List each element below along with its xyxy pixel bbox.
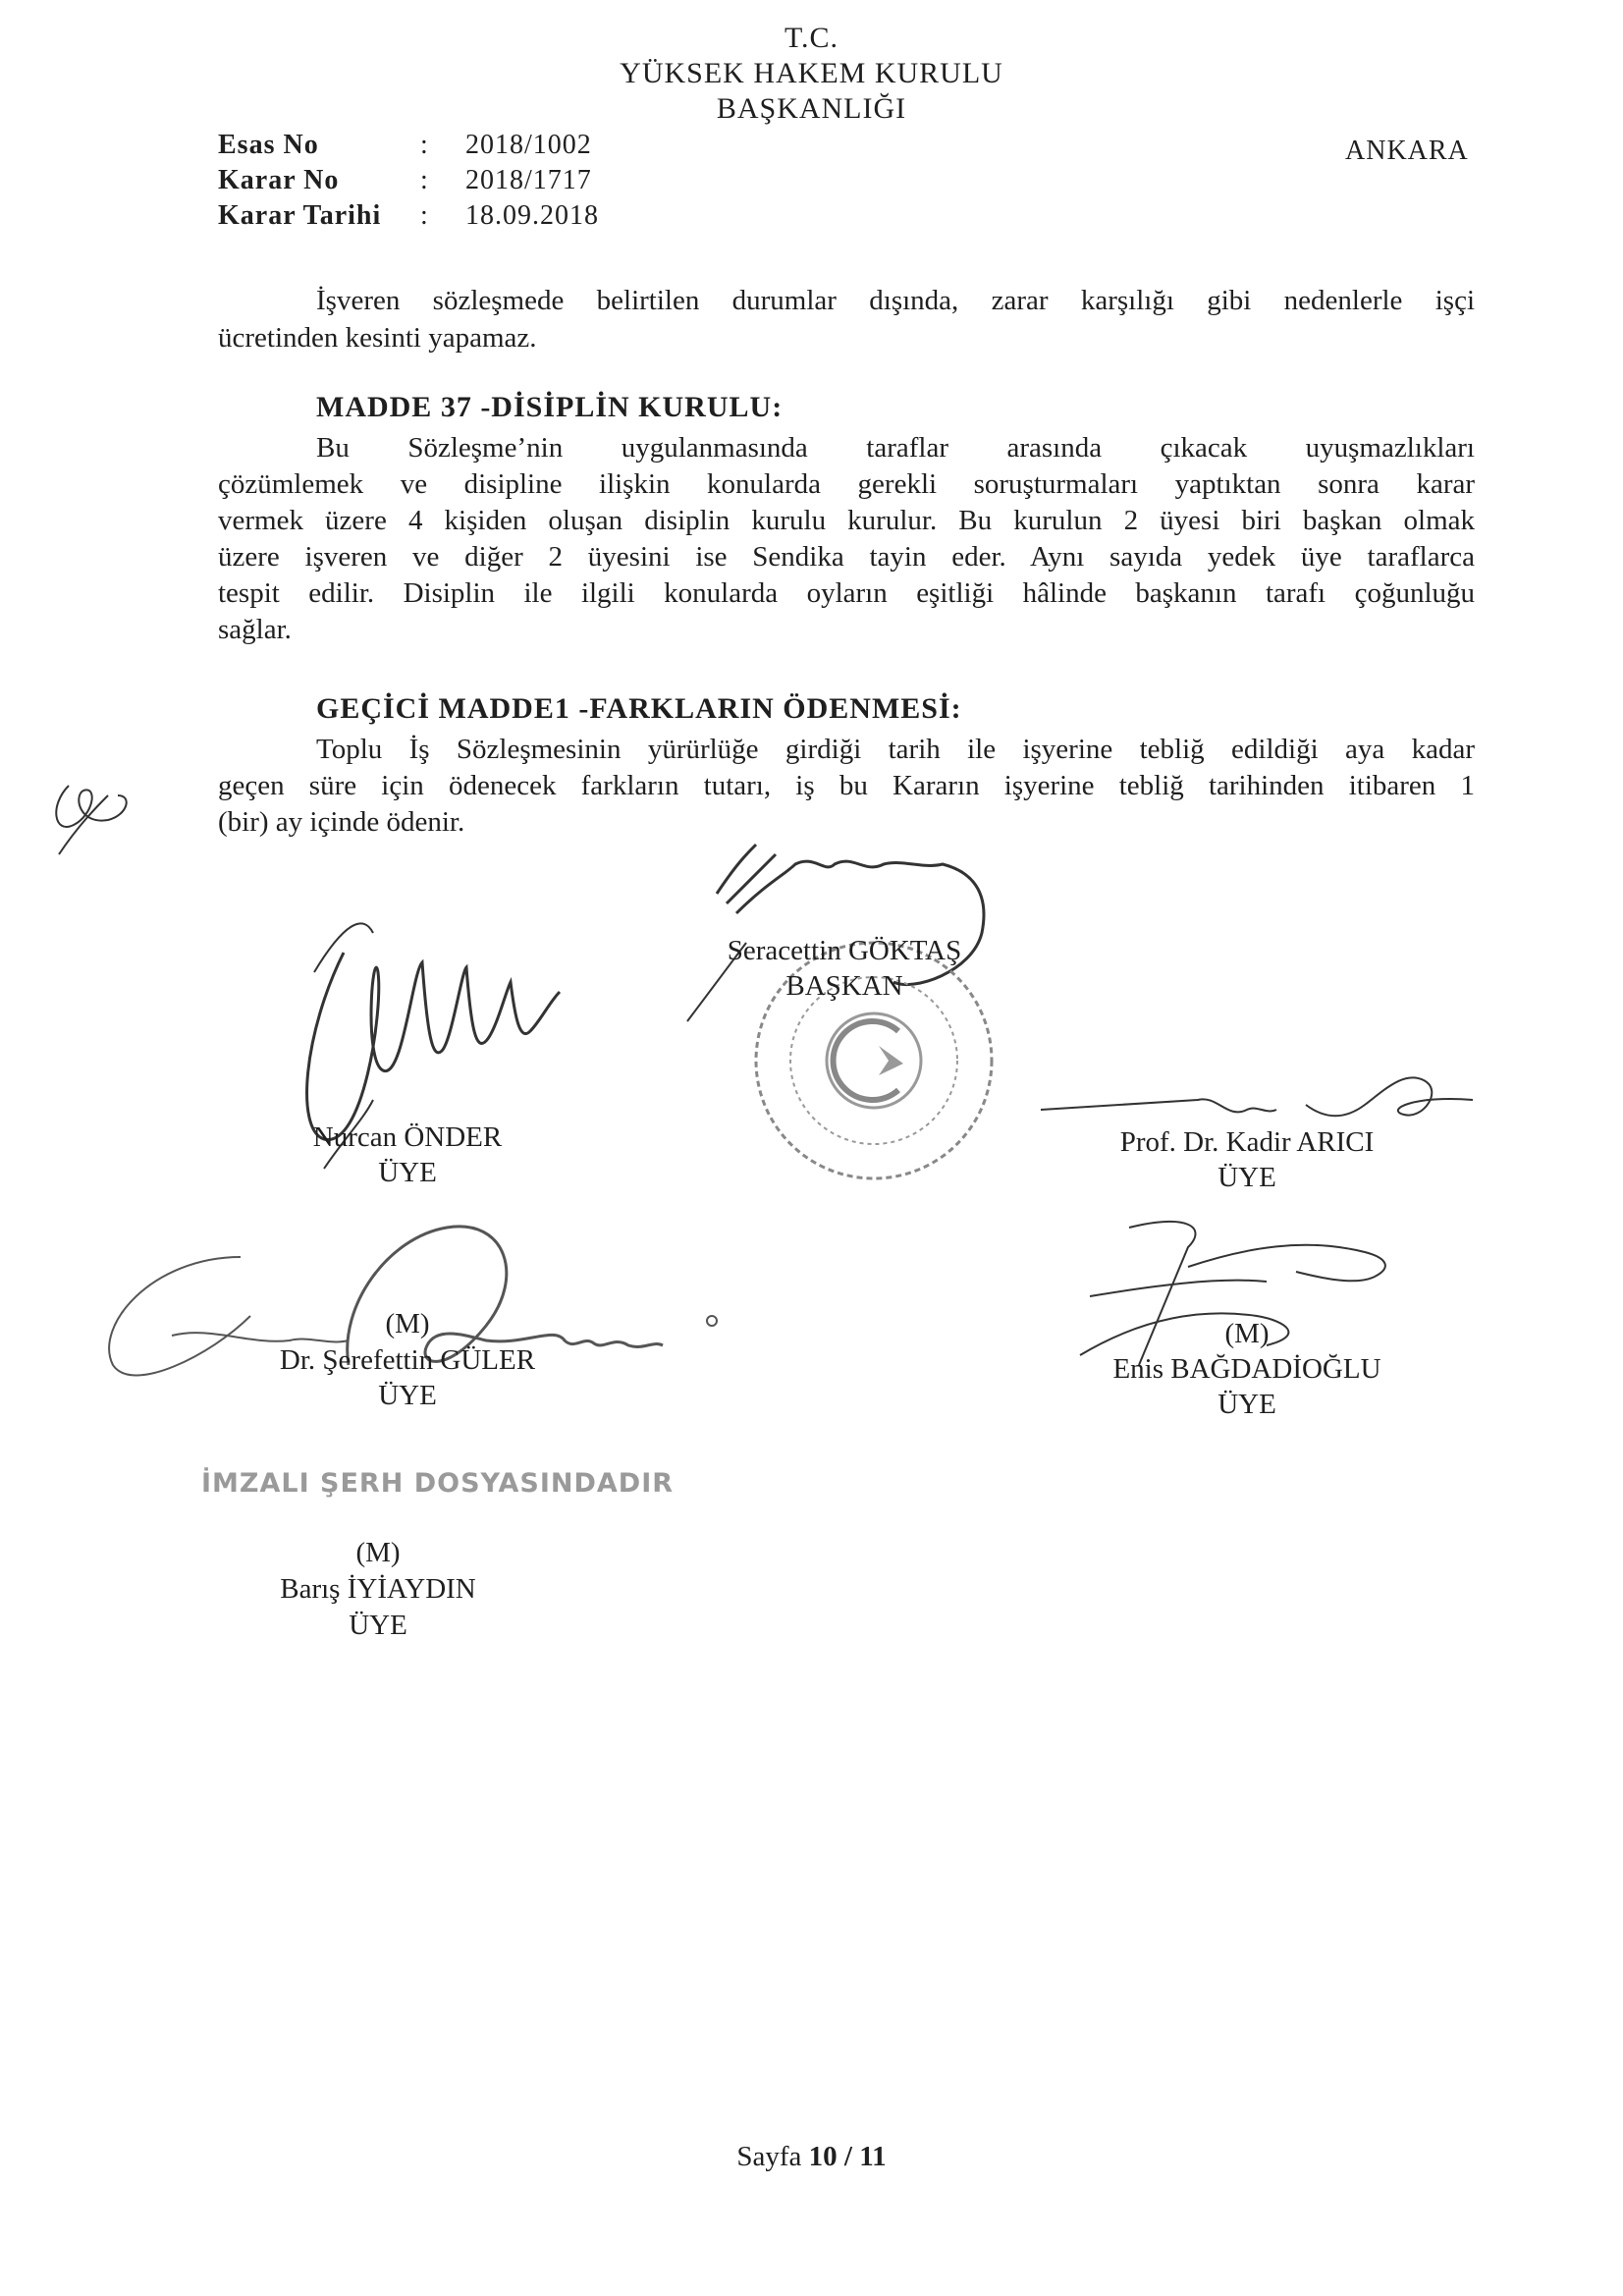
madde37-line: çözümlemek ve disipline ilişkin konularda gerekli soruşturmaları yaptıktan sonra karar [218, 468, 1475, 500]
karar-label: Karar No [218, 165, 340, 195]
member4-name: Enis BAĞDADİOĞLU [1112, 1353, 1381, 1385]
madde37-line: üzere işveren ve diğer 2 üyesini ise Sendika tayin eder. Aynı sayıda yedek üye taraflarca [218, 541, 1475, 573]
member1-title: ÜYE [378, 1157, 437, 1188]
member5-name: Barış İYİAYDIN [280, 1573, 476, 1605]
gecici-line: Toplu İş Sözleşmesinin yürürlüğe girdiği tarih ile işyerine tebliğ edildiği aya kadar [316, 734, 1475, 765]
page-separator: / [843, 2141, 852, 2172]
gecici-line: geçen süre için ödenecek farkların tutarı, iş bu Kararın işyerine tebliğ tarihinden itibaren 1 [218, 770, 1475, 801]
madde37-title: MADDE 37 -DİSİPLİN KURULU: [316, 391, 784, 423]
karar-separator: : [420, 165, 428, 195]
margin-initials-signature [39, 766, 157, 864]
tarih-separator: : [420, 200, 428, 231]
member1-name: Nurcan ÖNDER [312, 1121, 503, 1153]
tarih-value: 18.09.2018 [465, 200, 599, 231]
header-institution: YÜKSEK HAKEM KURULU [620, 57, 1003, 89]
madde37-line: vermek üzere 4 kişiden oluşan disiplin kurulu kurulur. Bu kurulun 2 üyesi biri başkan olmak [218, 505, 1475, 536]
president-name: Seracettin GÖKTAŞ [727, 935, 962, 966]
page-number [0, 2141, 1623, 2173]
member2-name: Prof. Dr. Kadir ARICI [1119, 1126, 1375, 1158]
header-tc: T.C. [784, 22, 839, 54]
page-total: 11 [859, 2141, 887, 2172]
member5-title: ÜYE [349, 1610, 407, 1641]
member5-mark: (M) [355, 1537, 401, 1568]
city: ANKARA [1345, 136, 1469, 166]
tarih-label: Karar Tarihi [218, 200, 382, 231]
gecici-title: GEÇİCİ MADDE1 -FARKLARIN ÖDENMESİ: [316, 692, 962, 725]
madde37-line: Bu Sözleşme’nin uygulanmasında taraflar arasında çıkacak uyuşmazlıkları [316, 432, 1475, 464]
karar-value: 2018/1717 [465, 165, 592, 195]
member4-title: ÜYE [1217, 1389, 1276, 1420]
member3-mark: (M) [385, 1308, 430, 1339]
para1-line2: ücretinden kesinti yapamaz. [218, 322, 537, 354]
member2-title: ÜYE [1217, 1162, 1276, 1193]
para1-line1: İşveren sözleşmede belirtilen durumlar dışında, zarar karşılığı gibi nedenlerle işçi [316, 285, 1475, 316]
esas-separator: : [420, 130, 428, 160]
page-label: Sayfa [736, 2141, 802, 2172]
madde37-line: tespit edilir. Disiplin ile ilgili konularda oyların eşitliği hâlinde başkanın tarafı çoğunluğu [218, 577, 1475, 609]
member3-title: ÜYE [378, 1380, 437, 1411]
president-title: BAŞKAN [785, 970, 903, 1002]
page-current: 10 [808, 2141, 838, 2172]
header-presidency: BAŞKANLIĞI [716, 92, 907, 125]
esas-value: 2018/1002 [465, 130, 592, 160]
member4-mark: (M) [1224, 1318, 1270, 1349]
annotation-stamp: İMZALI ŞERH DOSYASINDADIR [201, 1468, 675, 1499]
esas-label: Esas No [218, 130, 319, 160]
member3-name: Dr. Şerefettin GÜLER [279, 1344, 536, 1376]
madde37-line: sağlar. [218, 614, 292, 645]
gecici-line: (bir) ay içinde ödenir. [218, 806, 465, 838]
